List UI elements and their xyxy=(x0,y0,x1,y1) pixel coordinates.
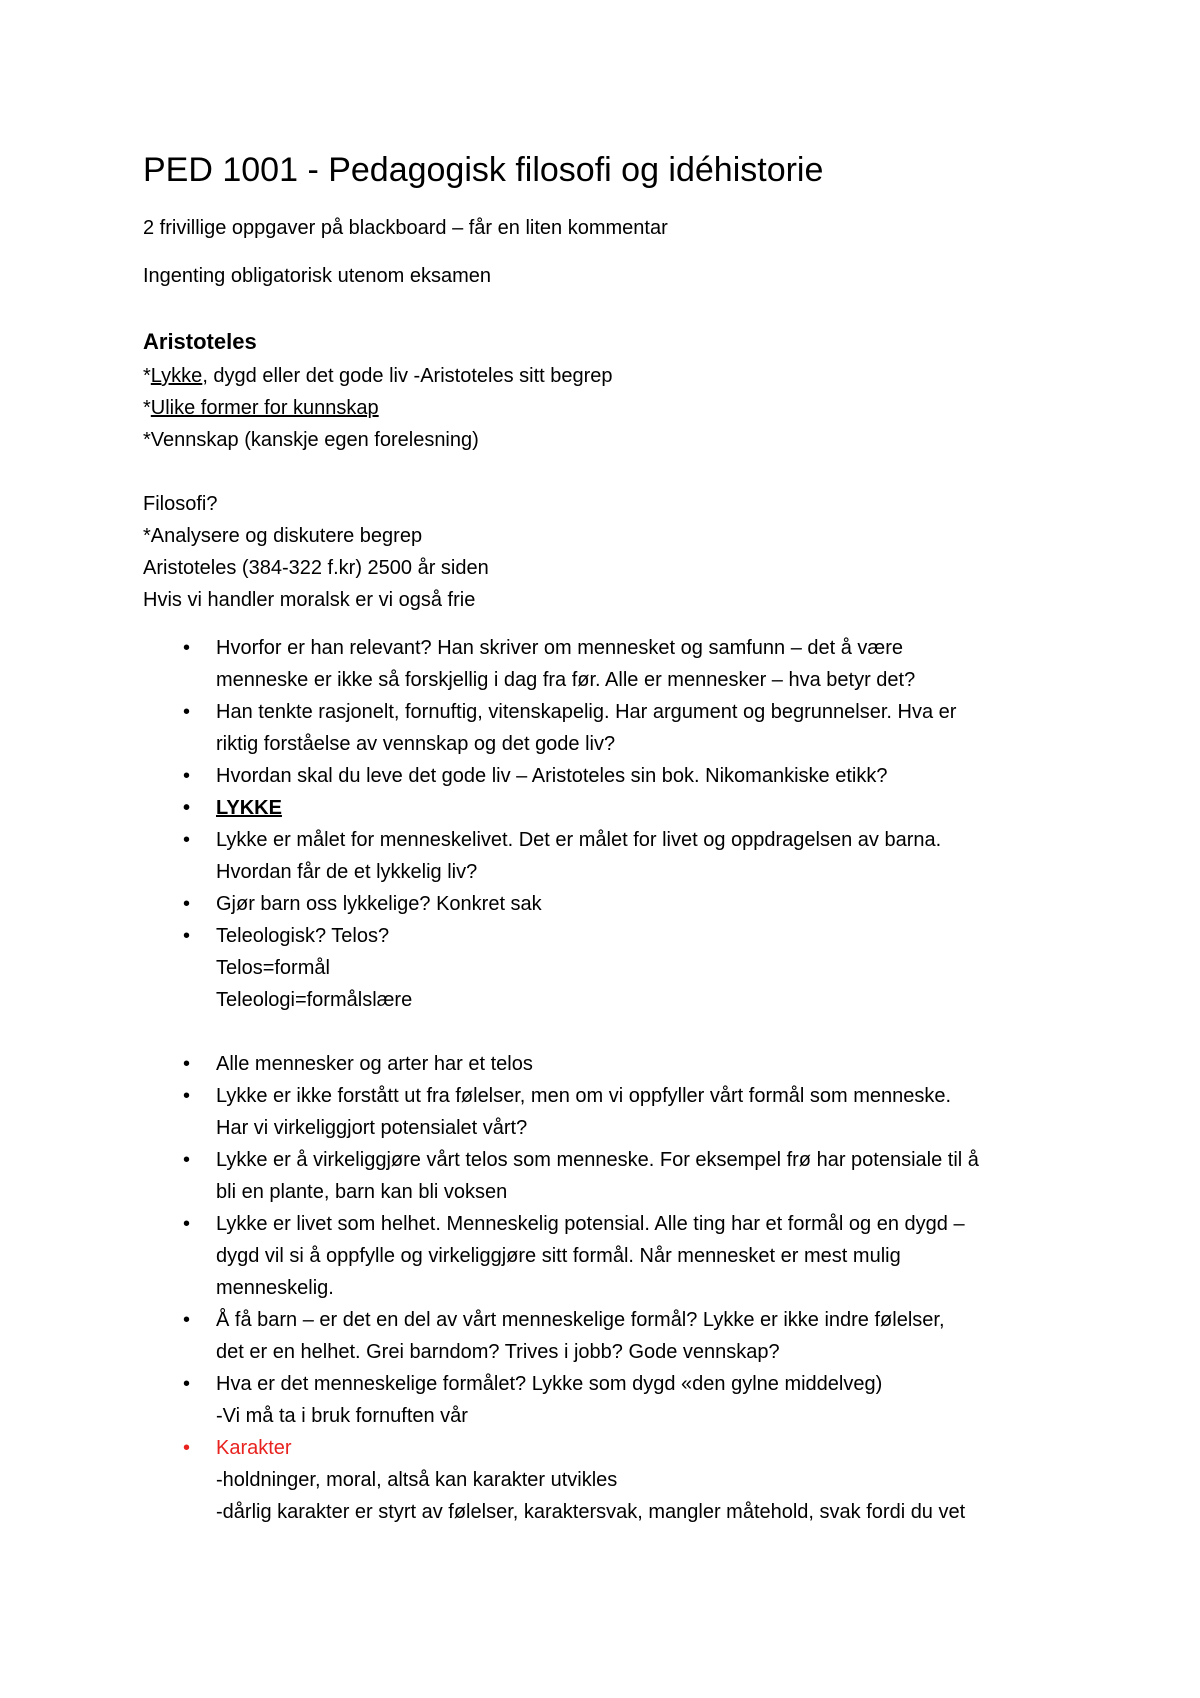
bullet-item xyxy=(143,696,1083,760)
bullet-line: Teleologi=formålslære xyxy=(216,989,413,1011)
bullet-line: Har vi virkeliggjort potensialet vårt? xyxy=(216,1117,528,1139)
bullet-line: Lykke er livet som helhet. Menneskelig potensial. Alle ting har et formål og en dygd – xyxy=(216,1213,965,1235)
bullet-line: Teleologisk? Telos? xyxy=(216,925,390,947)
bullet-item xyxy=(143,1080,1083,1144)
topic-line: *Ulike former for kunnskap xyxy=(143,397,379,419)
bullet-line: Hvordan får de et lykkelig liv? xyxy=(216,861,478,883)
filosofi-line: *Analysere og diskutere begrep xyxy=(143,525,423,547)
filosofi-block xyxy=(143,488,489,616)
bullet-item xyxy=(143,1208,1083,1304)
topic-line: *Vennskap (kanskje egen forelesning) xyxy=(143,429,479,451)
bullet-item xyxy=(143,1432,1083,1528)
bullet-dot-icon: • xyxy=(183,765,191,787)
bullet-item xyxy=(143,824,1083,888)
bullet-item xyxy=(143,920,1083,1016)
bullet-line: Hva er det menneskelige formålet? Lykke som dygd «den gylne middelveg) xyxy=(216,1373,883,1395)
bullet-item xyxy=(143,1144,1083,1208)
topic-line: *Lykke, dygd eller det gode liv -Aristoteles sitt begrep xyxy=(143,365,613,387)
page-title: PED 1001 - Pedagogisk filosofi og idéhistorie xyxy=(143,151,824,189)
bullet-dot-icon: • xyxy=(183,829,191,851)
bullet-line: LYKKE xyxy=(216,797,282,819)
bullet-dot-icon: • xyxy=(183,1085,191,1107)
bullet-dot-icon: • xyxy=(183,925,191,947)
bullet-item xyxy=(143,792,1083,824)
bullet-dot-icon: • xyxy=(183,797,191,819)
bullet-line: Hvorfor er han relevant? Han skriver om mennesket og samfunn – det å være xyxy=(216,637,903,659)
bullet-line: bli en plante, barn kan bli voksen xyxy=(216,1181,508,1203)
bullet-dot-icon: • xyxy=(183,1437,191,1459)
bullet-line: Lykke er å virkeliggjøre vårt telos som menneske. For eksempel frø har potensiale til å xyxy=(216,1149,979,1171)
bullet-line: -dårlig karakter er styrt av følelser, karaktersvak, mangler måtehold, svak fordi du vet xyxy=(216,1501,966,1523)
bullet-dot-icon: • xyxy=(183,1149,191,1171)
bullet-line: Alle mennesker og arter har et telos xyxy=(216,1053,533,1075)
bullet-line: Hvordan skal du leve det gode liv – Aristoteles sin bok. Nikomankiske etikk? xyxy=(216,765,888,787)
bullet-line: Lykke er ikke forstått ut fra følelser, men om vi oppfyller vårt formål som menneske. xyxy=(216,1085,952,1107)
intro-line-1: 2 frivillige oppgaver på blackboard – får en liten kommentar xyxy=(143,217,668,239)
bullet-dot-icon: • xyxy=(183,1373,191,1395)
bullet-dot-icon: • xyxy=(183,1213,191,1235)
bullet-line: menneskelig. xyxy=(216,1277,334,1299)
filosofi-line: Aristoteles (384-322 f.kr) 2500 år siden xyxy=(143,557,489,579)
bullet-line: det er en helhet. Grei barndom? Trives i jobb? Gode vennskap? xyxy=(216,1341,780,1363)
bullet-line: menneske er ikke så forskjellig i dag fra før. Alle er mennesker – hva betyr det? xyxy=(216,669,916,691)
bullet-item xyxy=(143,632,1083,696)
bullet-item xyxy=(143,888,1083,920)
bullet-dot-icon: • xyxy=(183,893,191,915)
bullet-line: Han tenkte rasjonelt, fornuftig, vitenskapelig. Har argument og begrunnelser. Hva er xyxy=(216,701,957,723)
intro-line-2: Ingenting obligatorisk utenom eksamen xyxy=(143,265,491,287)
bullet-item xyxy=(143,760,1083,792)
bullet-line: Telos=formål xyxy=(216,957,330,979)
section-heading: Aristoteles xyxy=(143,329,257,354)
bullet-dot-icon: • xyxy=(183,1309,191,1331)
filosofi-line: Hvis vi handler moralsk er vi også frie xyxy=(143,589,476,611)
bullet-item xyxy=(143,1304,1083,1368)
filosofi-line: Filosofi? xyxy=(143,493,218,515)
bullet-item xyxy=(143,1368,1083,1432)
bullet-line: Gjør barn oss lykkelige? Konkret sak xyxy=(216,893,542,915)
bullet-dot-icon: • xyxy=(183,637,191,659)
bullet-line: Lykke er målet for menneskelivet. Det er målet for livet og oppdragelsen av barna. xyxy=(216,829,942,851)
bullet-line: riktig forståelse av vennskap og det gode liv? xyxy=(216,733,616,755)
bullet-dot-icon: • xyxy=(183,701,191,723)
topic-list xyxy=(143,360,613,456)
bullet-line: Å få barn – er det en del av vårt menneskelige formål? Lykke er ikke indre følelser, xyxy=(216,1309,945,1331)
bullet-item xyxy=(143,1048,1083,1080)
bullet-line: Karakter xyxy=(216,1437,292,1459)
bullet-line: -Vi må ta i bruk fornuften vår xyxy=(216,1405,468,1427)
bullet-dot-icon: • xyxy=(183,1053,191,1075)
bullet-list xyxy=(143,632,1083,1528)
bullet-line: -holdninger, moral, altså kan karakter utvikles xyxy=(216,1469,618,1491)
bullet-line: dygd vil si å oppfylle og virkeliggjøre sitt formål. Når mennesket er mest mulig xyxy=(216,1245,901,1267)
